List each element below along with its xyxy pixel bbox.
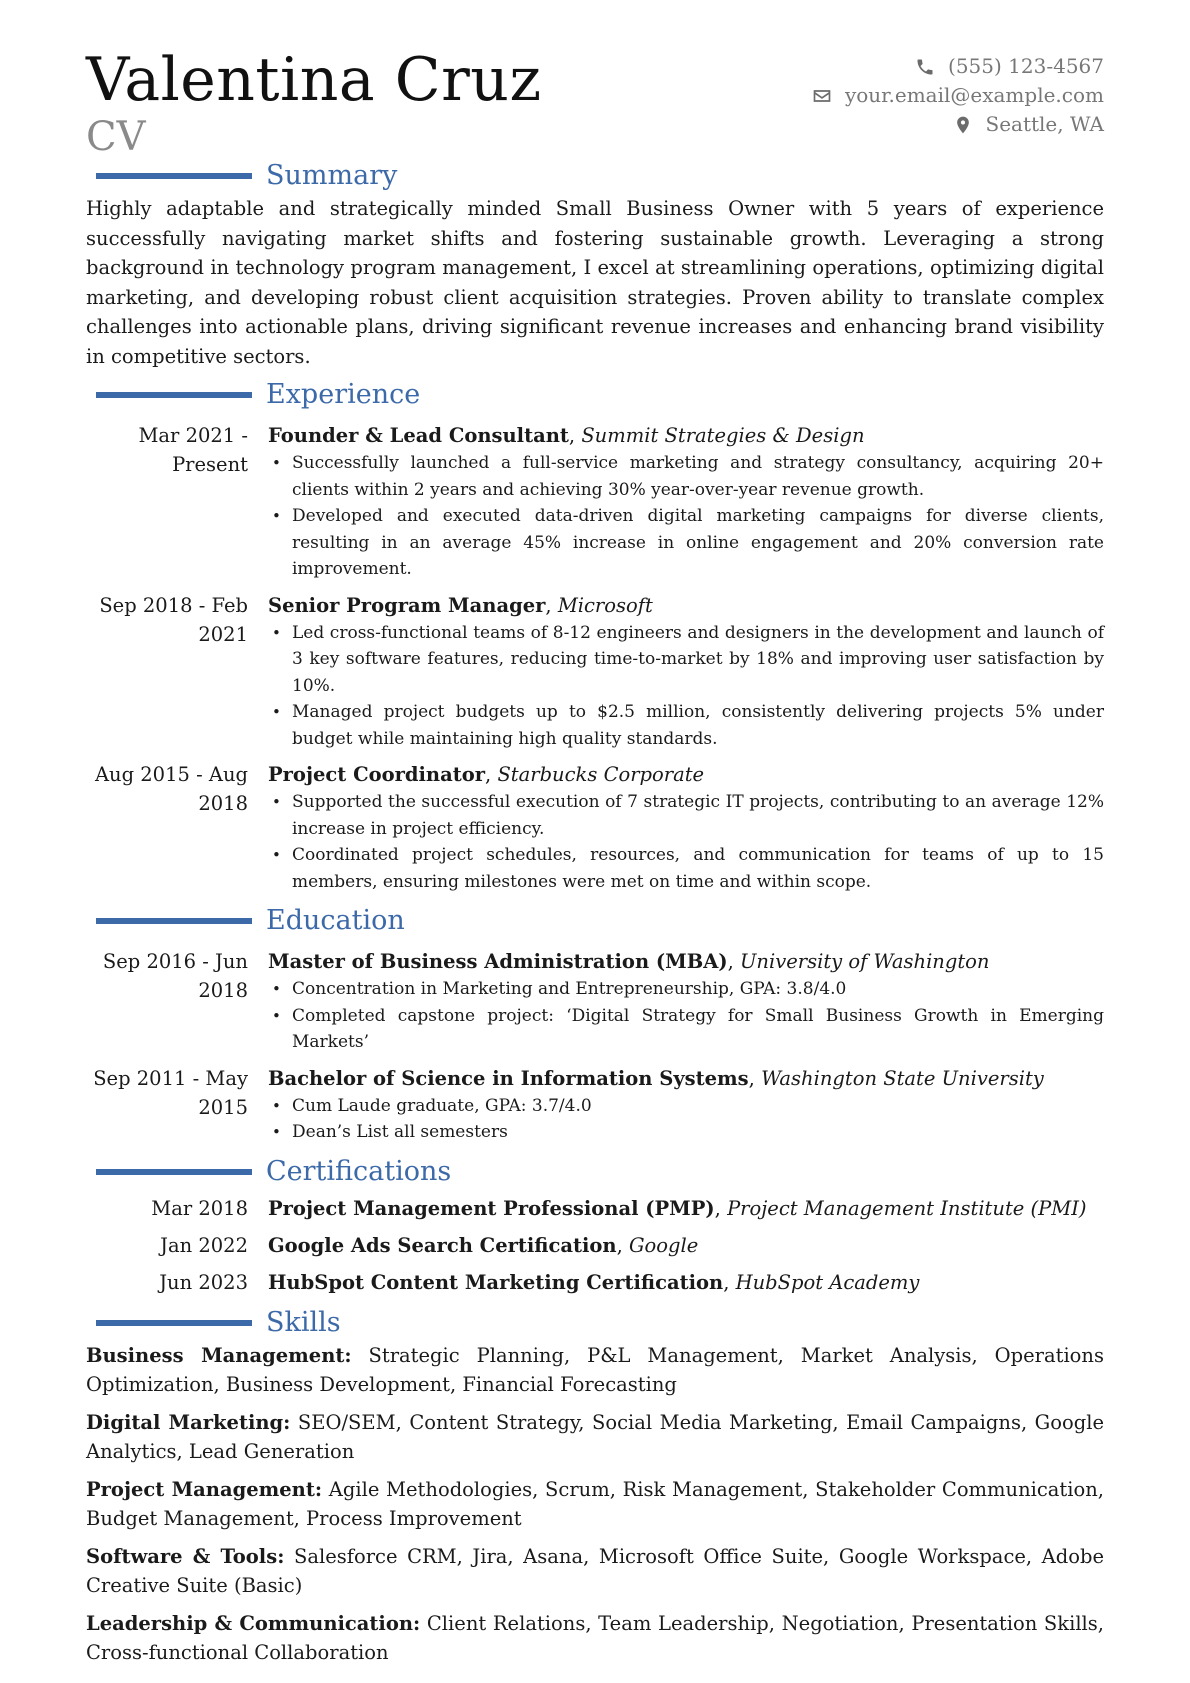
job-title: Project Coordinator — [268, 763, 486, 786]
experience-entry — [86, 760, 1104, 895]
section-accent-bar — [96, 1169, 252, 1175]
certification-entry: Jan 2022 Google Ads Search Certification, Google — [86, 1227, 1104, 1264]
list-item: • Cum Laude graduate, GPA: 3.7/4.0 — [268, 1093, 1104, 1120]
employer: Summit Strategies & Design — [581, 424, 865, 447]
entry-title-line: Bachelor of Science in Information Systems, Washington State University — [268, 1066, 1044, 1090]
certification-title: Google Ads Search Certification — [268, 1233, 617, 1257]
bullet-list — [268, 789, 1104, 895]
section-accent-bar — [96, 392, 252, 398]
entry-date: Mar 2021 - Present — [138, 424, 248, 476]
document-subtitle: CV — [86, 114, 146, 160]
resume-page — [86, 40, 1104, 1676]
institution: University of Washington — [739, 950, 990, 973]
entry-date: Mar 2018 — [151, 1196, 248, 1220]
list-item: • Led cross-functional teams of 8-12 engineers and designers in the development and launch of 3 key software features, reducing time-to-market by 18% and improving user satisfaction by 10%. — [268, 620, 1104, 700]
skill-items: SEO/SEM, Content Strategy, Social Media Marketing, Email Campaigns, Google Analytics, Lead Generation — [86, 1410, 1104, 1463]
entry-date: Jun 2023 — [159, 1270, 248, 1294]
summary-section-header — [86, 158, 1104, 194]
section-title-education: Education — [266, 905, 405, 936]
phone-icon — [914, 56, 936, 78]
candidate-name: Valentina Cruz — [86, 45, 542, 115]
section-accent-bar — [96, 173, 252, 179]
contact-email — [811, 81, 1104, 110]
entry-date: Aug 2015 - Aug 2018 — [94, 763, 248, 815]
issuer: Google — [628, 1233, 699, 1257]
contact-location — [811, 110, 1104, 139]
list-item: • Dean’s List all semesters — [268, 1119, 1104, 1146]
entry-date: Sep 2011 - May 2015 — [93, 1066, 248, 1119]
experience-entry — [86, 591, 1104, 753]
skill-group — [86, 1475, 1104, 1534]
skill-items: Client Relations, Team Leadership, Negotiation, Presentation Skills, Cross-functional Collaboration — [86, 1611, 1104, 1664]
list-item: • Supported the successful execution of 7 strategic IT projects, contributing to an average 12% increase in project efficiency. — [268, 789, 1104, 842]
degree-title: Bachelor of Science in Information Systems — [268, 1066, 749, 1090]
section-title-summary: Summary — [266, 160, 398, 191]
education-entry — [86, 947, 1104, 1056]
issuer: HubSpot Academy — [735, 1270, 920, 1294]
job-title: Founder & Lead Consultant — [268, 424, 569, 447]
list-item: • Concentration in Marketing and Entrepreneurship, GPA: 3.8/4.0 — [268, 976, 1104, 1003]
certifications-section-header — [86, 1154, 1104, 1190]
skill-category: Software & Tools: — [86, 1544, 285, 1568]
phone-text[interactable]: (555) 123-4567 — [948, 54, 1104, 78]
email-text[interactable]: your.email@example.com — [844, 83, 1104, 107]
list-item: • Managed project budgets up to $2.5 million, consistently delivering projects 5% under budget while maintaining high quality standards. — [268, 699, 1104, 752]
section-title-skills: Skills — [266, 1306, 341, 1338]
certification-title: Project Management Professional (PMP) — [268, 1196, 715, 1220]
certification-entry: Jun 2023 HubSpot Content Marketing Certification, HubSpot Academy — [86, 1264, 1104, 1301]
location-text: Seattle, WA — [985, 112, 1104, 136]
entry-title-line: Senior Program Manager, Microsoft — [268, 593, 653, 617]
list-item: • Successfully launched a full-service marketing and strategy consultancy, acquiring 20+ clients within 2 years and achieving 30% year-over-year revenue growth. — [268, 450, 1104, 503]
skill-group — [86, 1609, 1104, 1668]
experience-entry — [86, 421, 1104, 583]
entry-date: Jan 2022 — [160, 1233, 248, 1257]
skill-category: Leadership & Communication: — [86, 1611, 421, 1635]
bullet-list — [268, 620, 1104, 753]
skill-category: Project Management: — [86, 1477, 323, 1501]
employer: Microsoft — [557, 593, 653, 617]
certification-title: HubSpot Content Marketing Certification — [268, 1270, 724, 1294]
certification-entry: Mar 2018 Project Management Professional (PMP), Project Management Institute (PMI) — [86, 1190, 1104, 1227]
section-title-experience: Experience — [266, 379, 421, 410]
skills-section-header — [86, 1305, 1104, 1341]
entry-title-line: Master of Business Administration (MBA), University of Washington — [268, 950, 990, 973]
entry-title-line: Founder & Lead Consultant, Summit Strategies & Design — [268, 424, 865, 447]
issuer: Project Management Institute (PMI) — [727, 1196, 1087, 1220]
job-title: Senior Program Manager — [268, 593, 546, 617]
skill-group — [86, 1542, 1104, 1601]
bullet-list — [268, 1093, 1104, 1146]
skill-items: Strategic Planning, P&L Management, Market Analysis, Operations Optimization, Business Development, Financial Forecasting — [86, 1343, 1104, 1396]
resume-header — [86, 40, 1104, 158]
list-item: • Completed capstone project: ‘Digital Strategy for Small Business Growth in Emerging Markets’ — [268, 1003, 1104, 1056]
bullet-list — [268, 976, 1104, 1056]
entry-date: Sep 2018 - Feb 2021 — [99, 593, 248, 646]
section-accent-bar — [96, 918, 252, 924]
list-item: • Coordinated project schedules, resources, and communication for teams of up to 15 members, ensuring milestones were met on time and within scope. — [268, 842, 1104, 895]
education-section-header — [86, 903, 1104, 939]
skill-items: Salesforce CRM, Jira, Asana, Microsoft Office Suite, Google Workspace, Adobe Creative Suite (Basic) — [86, 1544, 1104, 1597]
skill-group — [86, 1408, 1104, 1467]
section-accent-bar — [96, 1320, 252, 1326]
bullet-list — [268, 450, 1104, 583]
contact-phone — [811, 52, 1104, 81]
contact-info — [811, 52, 1104, 139]
experience-section-header — [86, 377, 1104, 413]
envelope-icon — [811, 85, 833, 107]
entry-date: Sep 2016 - Jun 2018 — [102, 950, 248, 1002]
section-title-certifications: Certifications — [266, 1155, 452, 1187]
summary-text: Highly adaptable and strategically minded Small Business Owner with 5 years of experience successfully navigating market shifts and fostering sustainable growth. Leveraging a strong background in technology program management, I excel at streamlining operations, optimizing digital marketing, and developing robust client acquisition strategies. Proven ability to translate complex challenges into actionable plans, driving significant revenue increases and enhancing brand visibility in competitive sectors. — [86, 197, 1104, 368]
institution: Washington State University — [761, 1066, 1044, 1090]
education-entry — [86, 1064, 1104, 1146]
skill-group — [86, 1341, 1104, 1400]
map-pin-icon — [952, 114, 974, 136]
degree-title: Master of Business Administration (MBA) — [268, 950, 728, 973]
list-item: • Developed and executed data-driven digital marketing campaigns for diverse clients, resulting in an average 45% increase in online engagement and 20% conversion rate improvement. — [268, 503, 1104, 583]
employer: Starbucks Corporate — [497, 763, 705, 786]
skill-category: Business Management: — [86, 1343, 352, 1367]
skill-category: Digital Marketing: — [86, 1410, 291, 1434]
entry-title-line: Project Coordinator, Starbucks Corporate — [268, 763, 705, 786]
skill-items: Agile Methodologies, Scrum, Risk Management, Stakeholder Communication, Budget Management, Process Improvement — [86, 1477, 1105, 1530]
